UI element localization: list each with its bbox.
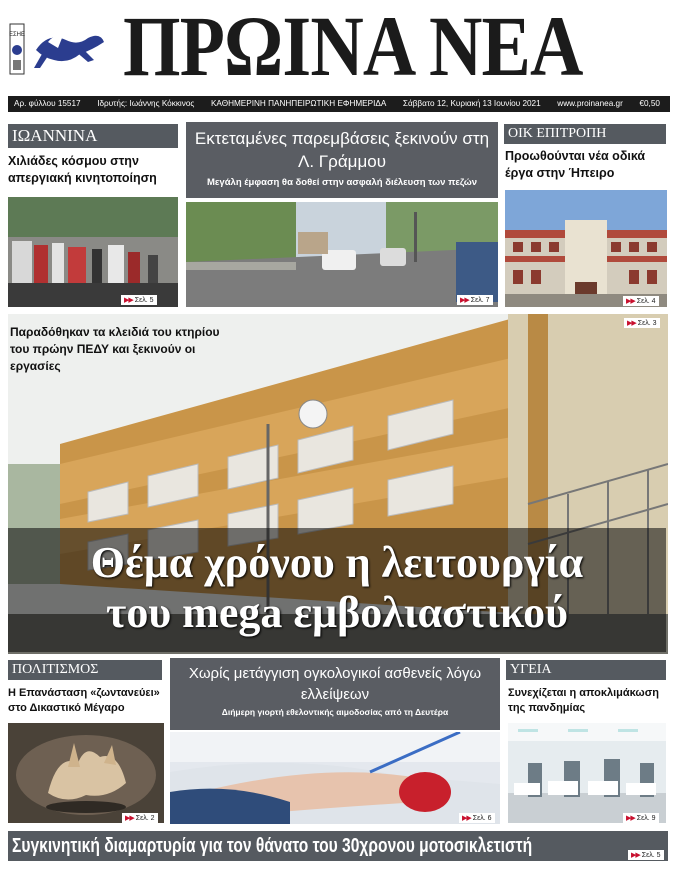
arrow-icon: ▶▶	[125, 815, 134, 822]
headline-grammou: Εκτεταμένες παρεμβάσεις ξεκινούν στη Λ. Γράμμου	[194, 129, 490, 171]
arrow-icon: ▶▶	[631, 852, 640, 859]
arrow-icon: ▶▶	[626, 815, 635, 822]
photo-hospital-ward[interactable]	[508, 723, 666, 823]
section-label-ioannina[interactable]: ΙΩΑΝΝΙΝΑ	[8, 124, 178, 148]
hero-title-line2: του mega εμβολιαστικού	[106, 588, 568, 637]
page-ref-center-top[interactable]: ▶▶ Σελ. 7	[457, 295, 493, 305]
page-ref-right-bottom[interactable]: ▶▶ Σελ. 9	[623, 813, 659, 823]
headline-strike[interactable]: Χιλιάδες κόσμου στην απεργιακή κινητοποίηση	[8, 154, 157, 185]
logo-esiee-text: ΕΣΗΕ	[8, 32, 26, 38]
section-label-politismos[interactable]: ΠΟΛΙΤΙΣΜΟΣ	[8, 660, 162, 680]
subheadline-blood-donation: Διήμερη γιορτή εθελοντικής αιμοδοσίας από τη Δευτέρα	[221, 707, 449, 717]
center-top-headline-box[interactable]	[186, 122, 498, 198]
founder: Ιδρυτής: Ιωάννης Κόκκινος	[97, 99, 195, 108]
photo-regional-building[interactable]	[505, 190, 667, 307]
headline-transfusion: Χωρίς μετάγγιση ογκολογικοί ασθενείς λόγω ελλείψεων	[188, 665, 482, 703]
section-label-oik-epitropi[interactable]: ΟΙΚ ΕΠΙΤΡΟΠΗ	[504, 124, 666, 144]
photo-strike-protest[interactable]	[8, 197, 178, 307]
photo-grammou-avenue[interactable]	[186, 202, 498, 307]
page-ref-right-top[interactable]: ▶▶ Σελ. 4	[623, 296, 659, 306]
photo-blood-donation[interactable]	[170, 732, 500, 824]
hero-title-line1: Θέμα χρόνου η λειτουργία	[90, 538, 584, 587]
arrow-icon: ▶▶	[462, 815, 471, 822]
bottom-banner-headline: Συγκινητική διαμαρτυρία για τον θάνατο του 30χρονου μοτοσικλετιστή	[12, 835, 533, 857]
headline-pandemic[interactable]: Συνεχίζεται η αποκλιμάκωση της πανδημίας	[508, 687, 659, 714]
newspaper-logo	[8, 20, 108, 78]
page-ref-center-bottom[interactable]: ▶▶ Σελ. 6	[459, 813, 495, 823]
masthead	[0, 0, 678, 94]
arrow-icon: ▶▶	[627, 320, 636, 327]
page-ref-hero[interactable]: ▶▶ Σελ. 3	[624, 318, 660, 328]
page-ref-bottom-banner[interactable]: ▶▶ Σελ. 5	[628, 850, 664, 860]
price: €0,50	[639, 99, 660, 108]
page-ref-left-bottom[interactable]: ▶▶ Σελ. 2	[122, 813, 158, 823]
headline-road-works[interactable]: Προωθούνται νέα οδικά έργα στην Ήπειρο	[505, 149, 646, 180]
subheadline-grammou: Μεγάλη έμφαση θα δοθεί στην ασφαλή διέλευση των πεζών	[206, 177, 478, 188]
issue-info-bar	[8, 96, 670, 112]
tagline: ΚΑΘΗΜΕΡΙΝΗ ΠΑΝΗΠΕΙΡΩΤΙΚΗ ΕΦΗΜΕΡΙΔΑ	[210, 99, 387, 108]
headline-revolution[interactable]: Η Επανάσταση «ζωντανεύει» στο Δικαστικό Μέγαρο	[8, 687, 160, 714]
masthead-title[interactable]: ΠΡΩΙΝΑ ΝΕΑ	[123, 0, 583, 94]
bottom-banner[interactable]	[8, 831, 668, 861]
hero-title[interactable]	[8, 528, 666, 652]
website-link[interactable]: www.proinanea.gr	[557, 99, 623, 108]
issue-date: Σάββατο 12, Κυριακή 13 Ιουνίου 2021	[402, 99, 541, 108]
hero-caption[interactable]: Παραδόθηκαν τα κλειδιά του κτηρίου του πρώην ΠΕΔΥ και ξεκινούν οι εργασίες	[10, 325, 220, 373]
issue-number: Αρ. φύλλου 15517	[14, 99, 81, 108]
arrow-icon: ▶▶	[626, 298, 635, 305]
section-label-ygeia[interactable]: ΥΓΕΙΑ	[506, 660, 666, 680]
page-ref-left-top[interactable]: ▶▶ Σελ. 5	[121, 295, 157, 305]
center-bottom-headline-box[interactable]	[170, 658, 500, 730]
arrow-icon: ▶▶	[124, 297, 133, 304]
arrow-icon: ▶▶	[460, 297, 469, 304]
photo-revolution-sculpture[interactable]	[8, 723, 164, 823]
